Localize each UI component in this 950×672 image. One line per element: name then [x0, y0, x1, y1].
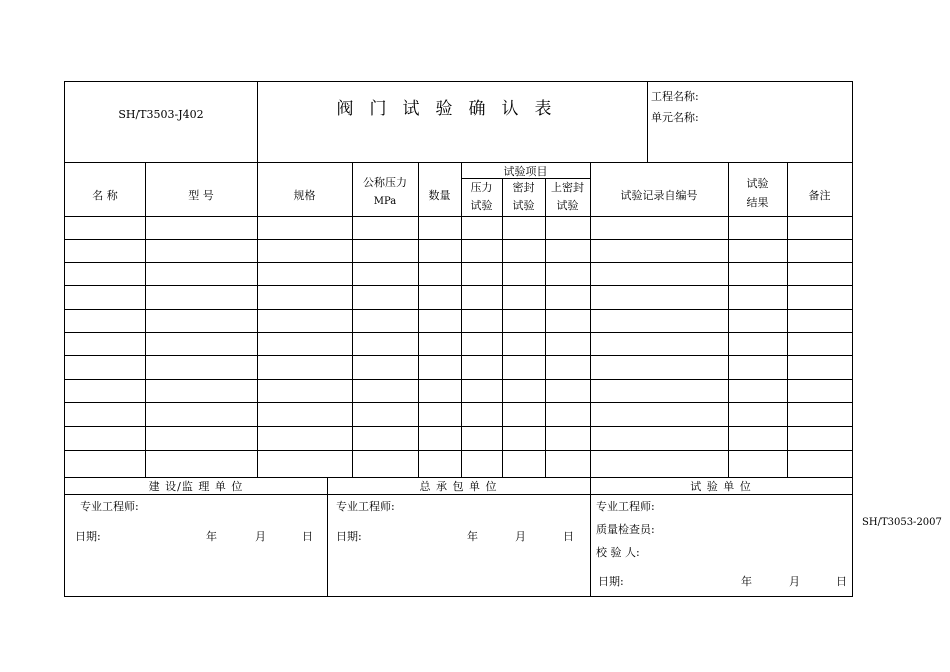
form-code: SH/T3503-J402 [118, 108, 204, 121]
col-pressure-test-2: 试验 [470, 199, 493, 212]
grid-line [590, 162, 591, 477]
grid-line [65, 239, 852, 240]
footer-standard-code: SH/T3053-2007 [862, 517, 942, 528]
grid-line [65, 309, 852, 310]
grid-line [545, 178, 546, 477]
header-divider [647, 82, 648, 162]
header-divider [257, 82, 258, 162]
grid-line [65, 402, 852, 403]
rule [65, 162, 852, 163]
tester-checker-label: 校 验 人: [596, 546, 640, 559]
owner-day: 日 [302, 530, 313, 543]
grid-line [327, 477, 328, 596]
owner-engineer-label: 专业工程师: [80, 500, 139, 513]
grid-line [65, 477, 852, 478]
grid-line [352, 162, 353, 477]
section-owner: 建 设/监 理 单 位 [148, 480, 244, 493]
col-name: 名 称 [92, 189, 118, 202]
grid-line [65, 262, 852, 263]
grid-line [65, 355, 852, 356]
grid-line [65, 332, 852, 333]
project-name-label: 工程名称: [651, 90, 699, 103]
col-pressure: 公称压力 [363, 176, 407, 189]
col-upper-seal-2: 试验 [556, 199, 579, 212]
grid-line [65, 285, 852, 286]
grid-line [65, 379, 852, 380]
grid-line [461, 178, 590, 179]
col-seal-test: 密封 [512, 181, 535, 194]
owner-month: 月 [255, 530, 266, 543]
form-title: 阀门试验确认表 [336, 99, 568, 119]
contractor-year: 年 [467, 530, 478, 543]
grid-line [65, 450, 852, 451]
col-model: 型 号 [188, 189, 214, 202]
grid-line [257, 162, 258, 477]
valve-test-form [64, 81, 853, 597]
tester-qc-label: 质量检查员: [596, 523, 655, 536]
contractor-date-label: 日期: [336, 530, 362, 543]
grid-line [590, 477, 591, 596]
section-tester: 试 验 单 位 [690, 480, 752, 493]
grid-line [728, 162, 729, 477]
col-record-no: 试验记录自编号 [620, 189, 698, 202]
contractor-engineer-label: 专业工程师: [336, 500, 395, 513]
grid-line [418, 162, 419, 477]
contractor-month: 月 [515, 530, 526, 543]
grid-line [461, 162, 462, 477]
tester-month: 月 [789, 575, 800, 588]
unit-name-label: 单元名称: [651, 111, 699, 124]
grid-line [65, 216, 852, 217]
col-spec: 规格 [293, 189, 316, 202]
grid-line [787, 162, 788, 477]
tester-day: 日 [836, 575, 847, 588]
grid-line [65, 426, 852, 427]
owner-year: 年 [206, 530, 217, 543]
tester-engineer-label: 专业工程师: [596, 500, 655, 513]
col-test-items: 试验项目 [503, 165, 548, 178]
grid-line [145, 162, 146, 477]
col-qty: 数量 [428, 189, 451, 202]
section-contractor: 总 承 包 单 位 [419, 480, 498, 493]
col-result: 试验 [746, 177, 769, 190]
grid-line [65, 494, 852, 495]
col-remark: 备注 [808, 189, 831, 202]
col-pressure-test: 压力 [470, 181, 493, 194]
col-result-2: 结果 [746, 196, 769, 209]
grid-line [502, 178, 503, 477]
tester-year: 年 [741, 575, 752, 588]
contractor-day: 日 [563, 530, 574, 543]
owner-date-label: 日期: [75, 530, 101, 543]
tester-date-label: 日期: [598, 575, 624, 588]
col-pressure-unit: MPa [373, 196, 397, 207]
col-upper-seal: 上密封 [551, 181, 584, 194]
col-seal-test-2: 试验 [512, 199, 535, 212]
